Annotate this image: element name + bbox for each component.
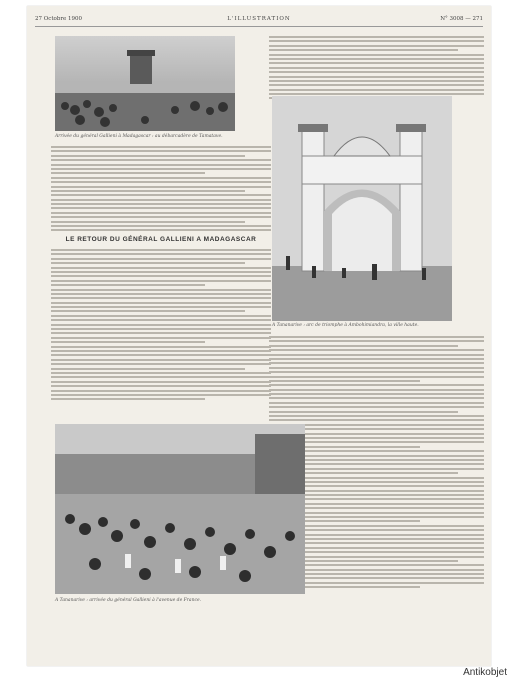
photo-triumphal-arch — [272, 96, 452, 321]
article-headline: LE RETOUR DU GÉNÉRAL GALLIENI A MADAGASCAR — [65, 236, 257, 243]
article-text-right-top — [269, 36, 484, 102]
page-header — [35, 16, 483, 26]
photo-arch-image — [272, 96, 452, 321]
caption-avenue: A Tananarive : arrivée du général Gallieni à l'avenue de France. — [55, 598, 202, 603]
photo-avenue-crowd — [55, 424, 305, 594]
article-text-body — [51, 249, 271, 403]
caption-landing: Arrivée du général Gallieni à Madagascar : au débarcadère de Tamatave. — [55, 134, 223, 139]
publication-title: L'ILLUSTRATION — [227, 16, 291, 22]
photo-landing — [55, 36, 235, 131]
newspaper-page — [27, 6, 491, 666]
header-rule — [35, 26, 483, 27]
issue-number: N° 3008 — 271 — [440, 16, 483, 22]
issue-date: 27 Octobre 1900 — [35, 16, 83, 22]
watermark: Antikobjet — [463, 667, 507, 678]
photo-avenue-image — [55, 424, 305, 594]
article-text-intro — [51, 146, 271, 234]
caption-arch: A Tananarive : arc de triomphe à Ambohimiandra, la ville haute. — [272, 323, 419, 328]
photo-landing-image — [55, 36, 235, 131]
